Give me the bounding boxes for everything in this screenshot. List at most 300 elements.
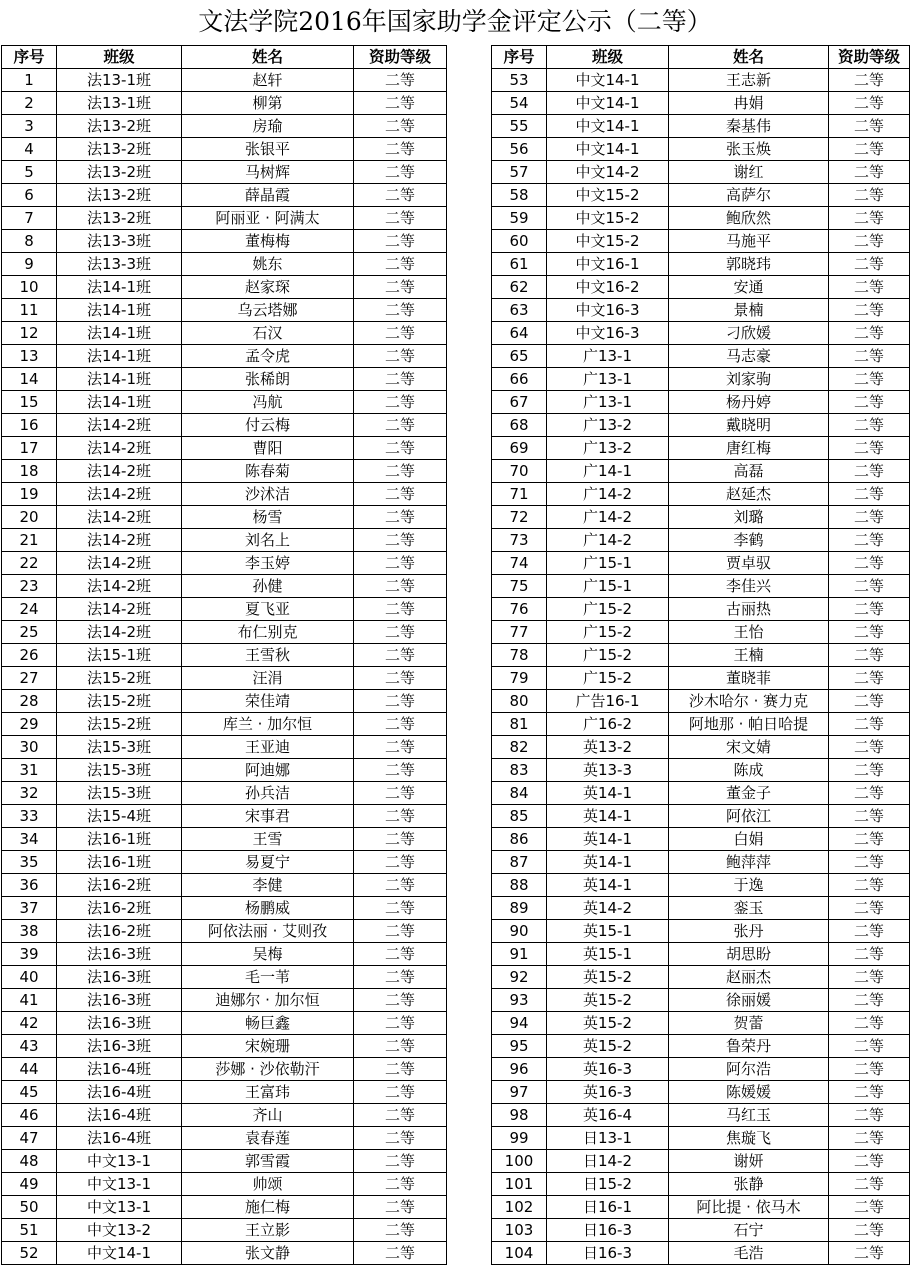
cell-class: 法16-1班	[57, 828, 182, 851]
cell-name: 徐丽媛	[669, 989, 829, 1012]
cell-no: 50	[2, 1196, 57, 1219]
table-row	[2, 414, 447, 437]
cell-level: 二等	[354, 598, 447, 621]
cell-level: 二等	[829, 552, 910, 575]
cell-level: 二等	[829, 759, 910, 782]
cell-class: 中文15-2	[547, 230, 669, 253]
table-row	[2, 736, 447, 759]
cell-class: 中文16-1	[547, 253, 669, 276]
cell-no: 57	[492, 161, 547, 184]
cell-no: 16	[2, 414, 57, 437]
table-row	[492, 989, 910, 1012]
cell-name: 阿比提 · 依马木	[669, 1196, 829, 1219]
cell-no: 1	[2, 69, 57, 92]
table-row	[492, 667, 910, 690]
table-row	[2, 1058, 447, 1081]
cell-no: 20	[2, 506, 57, 529]
cell-name: 柳第	[182, 92, 354, 115]
table-row	[2, 69, 447, 92]
cell-class: 英15-2	[547, 1035, 669, 1058]
cell-no: 90	[492, 920, 547, 943]
cell-level: 二等	[829, 690, 910, 713]
header-name: 姓名	[182, 46, 354, 69]
table-row	[2, 713, 447, 736]
cell-level: 二等	[829, 276, 910, 299]
cell-no: 13	[2, 345, 57, 368]
cell-level: 二等	[829, 736, 910, 759]
cell-name: 帅颂	[182, 1173, 354, 1196]
cell-class: 广14-2	[547, 483, 669, 506]
table-row	[492, 759, 910, 782]
header-row	[2, 46, 447, 69]
cell-no: 47	[2, 1127, 57, 1150]
table-row	[492, 92, 910, 115]
cell-name: 秦基伟	[669, 115, 829, 138]
table-row	[2, 1104, 447, 1127]
cell-no: 30	[2, 736, 57, 759]
cell-class: 法13-1班	[57, 69, 182, 92]
cell-class: 广告16-1	[547, 690, 669, 713]
cell-level: 二等	[354, 529, 447, 552]
cell-class: 法16-4班	[57, 1081, 182, 1104]
cell-class: 中文14-1	[547, 138, 669, 161]
cell-class: 法16-1班	[57, 851, 182, 874]
cell-name: 齐山	[182, 1104, 354, 1127]
table-row	[2, 253, 447, 276]
cell-no: 17	[2, 437, 57, 460]
cell-class: 中文15-2	[547, 207, 669, 230]
cell-level: 二等	[829, 69, 910, 92]
cell-no: 74	[492, 552, 547, 575]
table-row	[492, 851, 910, 874]
cell-class: 英15-1	[547, 943, 669, 966]
cell-level: 二等	[354, 828, 447, 851]
table-row	[492, 621, 910, 644]
cell-name: 马志豪	[669, 345, 829, 368]
cell-no: 97	[492, 1081, 547, 1104]
cell-name: 孙健	[182, 575, 354, 598]
cell-name: 施仁梅	[182, 1196, 354, 1219]
cell-name: 赵轩	[182, 69, 354, 92]
cell-name: 宋婉珊	[182, 1035, 354, 1058]
table-row	[2, 644, 447, 667]
cell-name: 王楠	[669, 644, 829, 667]
cell-level: 二等	[354, 690, 447, 713]
cell-name: 袁春莲	[182, 1127, 354, 1150]
cell-level: 二等	[829, 368, 910, 391]
header-name: 姓名	[669, 46, 829, 69]
table-row	[492, 1081, 910, 1104]
cell-class: 英16-4	[547, 1104, 669, 1127]
cell-no: 19	[2, 483, 57, 506]
cell-level: 二等	[829, 851, 910, 874]
cell-name: 董金子	[669, 782, 829, 805]
table-row	[492, 138, 910, 161]
cell-level: 二等	[829, 989, 910, 1012]
cell-class: 法14-1班	[57, 276, 182, 299]
cell-level: 二等	[829, 483, 910, 506]
cell-no: 38	[2, 920, 57, 943]
cell-level: 二等	[354, 897, 447, 920]
table-row	[2, 322, 447, 345]
cell-class: 中文13-1	[57, 1173, 182, 1196]
cell-name: 房瑜	[182, 115, 354, 138]
cell-name: 贺蕾	[669, 1012, 829, 1035]
cell-name: 董梅梅	[182, 230, 354, 253]
cell-level: 二等	[829, 966, 910, 989]
cell-level: 二等	[829, 138, 910, 161]
cell-name: 布仁别克	[182, 621, 354, 644]
cell-no: 68	[492, 414, 547, 437]
cell-name: 王立影	[182, 1219, 354, 1242]
cell-class: 中文13-1	[57, 1196, 182, 1219]
cell-name: 李玉婷	[182, 552, 354, 575]
cell-name: 畅巨鑫	[182, 1012, 354, 1035]
cell-level: 二等	[829, 598, 910, 621]
cell-no: 87	[492, 851, 547, 874]
cell-name: 王亚迪	[182, 736, 354, 759]
cell-no: 35	[2, 851, 57, 874]
cell-level: 二等	[354, 966, 447, 989]
cell-level: 二等	[354, 667, 447, 690]
cell-class: 法16-2班	[57, 874, 182, 897]
cell-class: 法14-2班	[57, 621, 182, 644]
table-row	[492, 161, 910, 184]
cell-name: 毛浩	[669, 1242, 829, 1265]
cell-name: 赵丽杰	[669, 966, 829, 989]
cell-class: 法13-2班	[57, 207, 182, 230]
table-row	[2, 368, 447, 391]
cell-name: 迪娜尔 · 加尔恒	[182, 989, 354, 1012]
cell-no: 104	[492, 1242, 547, 1265]
cell-level: 二等	[354, 207, 447, 230]
cell-level: 二等	[829, 1127, 910, 1150]
cell-no: 94	[492, 1012, 547, 1035]
cell-name: 刁欣媛	[669, 322, 829, 345]
table-row	[492, 1012, 910, 1035]
cell-name: 库兰 · 加尔恒	[182, 713, 354, 736]
cell-no: 99	[492, 1127, 547, 1150]
cell-level: 二等	[829, 437, 910, 460]
cell-level: 二等	[354, 1150, 447, 1173]
cell-name: 阿迪娜	[182, 759, 354, 782]
cell-level: 二等	[829, 1219, 910, 1242]
cell-level: 二等	[354, 1127, 447, 1150]
table-row	[492, 483, 910, 506]
cell-no: 46	[2, 1104, 57, 1127]
cell-class: 广15-2	[547, 644, 669, 667]
table-row	[2, 943, 447, 966]
cell-name: 马施平	[669, 230, 829, 253]
cell-no: 44	[2, 1058, 57, 1081]
table-row	[492, 460, 910, 483]
table-row	[492, 207, 910, 230]
table-row	[492, 230, 910, 253]
cell-no: 73	[492, 529, 547, 552]
cell-name: 鲍欣然	[669, 207, 829, 230]
cell-class: 法14-2班	[57, 529, 182, 552]
cell-class: 法15-2班	[57, 713, 182, 736]
table-row	[492, 782, 910, 805]
cell-no: 51	[2, 1219, 57, 1242]
cell-no: 78	[492, 644, 547, 667]
cell-no: 26	[2, 644, 57, 667]
cell-no: 58	[492, 184, 547, 207]
cell-level: 二等	[354, 736, 447, 759]
cell-name: 安通	[669, 276, 829, 299]
cell-name: 曹阳	[182, 437, 354, 460]
cell-name: 李佳兴	[669, 575, 829, 598]
table-row	[492, 1196, 910, 1219]
table-row	[492, 1035, 910, 1058]
cell-class: 广13-2	[547, 437, 669, 460]
table-row	[492, 828, 910, 851]
cell-level: 二等	[829, 391, 910, 414]
cell-level: 二等	[354, 483, 447, 506]
cell-class: 广15-2	[547, 621, 669, 644]
cell-class: 英14-1	[547, 828, 669, 851]
cell-name: 谢红	[669, 161, 829, 184]
cell-level: 二等	[354, 299, 447, 322]
cell-level: 二等	[829, 1012, 910, 1035]
cell-level: 二等	[354, 230, 447, 253]
page-title: 文法学院2016年国家助学金评定公示（二等）	[198, 7, 712, 36]
cell-class: 中文13-2	[57, 1219, 182, 1242]
table-row	[492, 805, 910, 828]
cell-level: 二等	[354, 1104, 447, 1127]
table-row	[492, 437, 910, 460]
cell-class: 英13-3	[547, 759, 669, 782]
table-row	[2, 667, 447, 690]
cell-name: 王怡	[669, 621, 829, 644]
cell-class: 法14-1班	[57, 299, 182, 322]
table-row	[2, 161, 447, 184]
cell-class: 日16-1	[547, 1196, 669, 1219]
cell-class: 法13-2班	[57, 138, 182, 161]
cell-class: 日13-1	[547, 1127, 669, 1150]
cell-no: 69	[492, 437, 547, 460]
cell-class: 法16-3班	[57, 966, 182, 989]
cell-class: 法14-2班	[57, 598, 182, 621]
cell-level: 二等	[354, 161, 447, 184]
table-row	[492, 253, 910, 276]
cell-name: 宋文婧	[669, 736, 829, 759]
cell-class: 法14-2班	[57, 575, 182, 598]
cell-class: 广13-1	[547, 368, 669, 391]
cell-no: 36	[2, 874, 57, 897]
table-row	[492, 276, 910, 299]
cell-class: 法16-3班	[57, 1012, 182, 1035]
cell-class: 法16-3班	[57, 1035, 182, 1058]
table-row	[492, 966, 910, 989]
cell-name: 夏飞亚	[182, 598, 354, 621]
cell-class: 法16-2班	[57, 920, 182, 943]
cell-level: 二等	[829, 874, 910, 897]
cell-level: 二等	[354, 391, 447, 414]
cell-class: 法15-3班	[57, 736, 182, 759]
cell-level: 二等	[354, 69, 447, 92]
cell-name: 毛一苇	[182, 966, 354, 989]
cell-name: 杨丹婷	[669, 391, 829, 414]
cell-level: 二等	[829, 299, 910, 322]
cell-level: 二等	[354, 874, 447, 897]
header-class: 班级	[57, 46, 182, 69]
cell-level: 二等	[354, 1012, 447, 1035]
cell-no: 80	[492, 690, 547, 713]
cell-class: 中文14-1	[57, 1242, 182, 1265]
cell-no: 70	[492, 460, 547, 483]
cell-no: 82	[492, 736, 547, 759]
cell-class: 中文15-2	[547, 184, 669, 207]
table-row	[492, 644, 910, 667]
cell-class: 英15-2	[547, 966, 669, 989]
table-row	[492, 299, 910, 322]
cell-name: 易夏宁	[182, 851, 354, 874]
cell-name: 王雪	[182, 828, 354, 851]
cell-class: 广14-2	[547, 529, 669, 552]
cell-level: 二等	[354, 644, 447, 667]
cell-level: 二等	[829, 782, 910, 805]
table-row	[492, 506, 910, 529]
cell-no: 29	[2, 713, 57, 736]
cell-no: 85	[492, 805, 547, 828]
table-row	[2, 92, 447, 115]
cell-name: 郭晓玮	[669, 253, 829, 276]
cell-level: 二等	[354, 253, 447, 276]
table-row	[2, 1035, 447, 1058]
cell-name: 莎娜 · 沙依勒汗	[182, 1058, 354, 1081]
cell-no: 45	[2, 1081, 57, 1104]
cell-class: 法14-2班	[57, 414, 182, 437]
table-row	[2, 184, 447, 207]
cell-level: 二等	[829, 414, 910, 437]
table-row	[492, 1242, 910, 1265]
cell-class: 法14-1班	[57, 391, 182, 414]
cell-no: 100	[492, 1150, 547, 1173]
cell-level: 二等	[829, 460, 910, 483]
cell-level: 二等	[829, 161, 910, 184]
cell-class: 法15-2班	[57, 690, 182, 713]
table-row	[492, 552, 910, 575]
cell-no: 96	[492, 1058, 547, 1081]
cell-name: 阿尔浩	[669, 1058, 829, 1081]
table-row	[2, 805, 447, 828]
cell-level: 二等	[829, 1058, 910, 1081]
cell-name: 焦璇飞	[669, 1127, 829, 1150]
cell-class: 中文14-1	[547, 92, 669, 115]
cell-level: 二等	[354, 943, 447, 966]
table-row	[2, 1127, 447, 1150]
cell-name: 王雪秋	[182, 644, 354, 667]
table-row	[492, 1150, 910, 1173]
table-row	[492, 1127, 910, 1150]
table-row	[492, 1173, 910, 1196]
cell-level: 二等	[354, 322, 447, 345]
cell-name: 张静	[669, 1173, 829, 1196]
cell-level: 二等	[829, 207, 910, 230]
cell-level: 二等	[829, 644, 910, 667]
table-row	[2, 483, 447, 506]
cell-no: 54	[492, 92, 547, 115]
table-row	[2, 460, 447, 483]
table-row	[2, 897, 447, 920]
cell-no: 79	[492, 667, 547, 690]
table-row	[2, 1196, 447, 1219]
cell-name: 汪涓	[182, 667, 354, 690]
cell-name: 李健	[182, 874, 354, 897]
cell-class: 法15-1班	[57, 644, 182, 667]
cell-level: 二等	[354, 1081, 447, 1104]
cell-name: 赵家琛	[182, 276, 354, 299]
cell-no: 4	[2, 138, 57, 161]
table-row	[2, 1242, 447, 1265]
cell-level: 二等	[829, 1173, 910, 1196]
cell-class: 法14-1班	[57, 368, 182, 391]
cell-class: 英16-3	[547, 1081, 669, 1104]
cell-level: 二等	[829, 184, 910, 207]
table-row	[2, 874, 447, 897]
table-row	[492, 1058, 910, 1081]
cell-name: 高磊	[669, 460, 829, 483]
table-row	[492, 943, 910, 966]
table-row	[2, 851, 447, 874]
cell-class: 中文13-1	[57, 1150, 182, 1173]
cell-no: 27	[2, 667, 57, 690]
cell-class: 英14-1	[547, 874, 669, 897]
cell-name: 张稀朗	[182, 368, 354, 391]
cell-class: 中文14-1	[547, 69, 669, 92]
cell-class: 法15-3班	[57, 782, 182, 805]
cell-name: 陈媛媛	[669, 1081, 829, 1104]
cell-class: 广14-1	[547, 460, 669, 483]
cell-class: 法13-2班	[57, 184, 182, 207]
cell-class: 法14-2班	[57, 506, 182, 529]
cell-no: 89	[492, 897, 547, 920]
cell-level: 二等	[829, 1104, 910, 1127]
table-row	[492, 391, 910, 414]
cell-class: 英14-2	[547, 897, 669, 920]
cell-level: 二等	[354, 1173, 447, 1196]
table-row	[2, 920, 447, 943]
cell-no: 72	[492, 506, 547, 529]
cell-level: 二等	[354, 1196, 447, 1219]
cell-class: 广15-1	[547, 575, 669, 598]
cell-class: 广15-2	[547, 598, 669, 621]
cell-no: 98	[492, 1104, 547, 1127]
table-body-left	[2, 69, 447, 1265]
cell-class: 法16-4班	[57, 1058, 182, 1081]
cell-level: 二等	[829, 897, 910, 920]
cell-no: 88	[492, 874, 547, 897]
table-row	[2, 506, 447, 529]
cell-name: 董晓菲	[669, 667, 829, 690]
cell-class: 日16-3	[547, 1242, 669, 1265]
cell-class: 法13-3班	[57, 230, 182, 253]
cell-level: 二等	[829, 805, 910, 828]
cell-class: 广13-1	[547, 345, 669, 368]
cell-name: 张文静	[182, 1242, 354, 1265]
cell-class: 英14-1	[547, 782, 669, 805]
cell-level: 二等	[829, 621, 910, 644]
table-row	[2, 782, 447, 805]
cell-no: 55	[492, 115, 547, 138]
cell-no: 64	[492, 322, 547, 345]
cell-level: 二等	[354, 552, 447, 575]
cell-no: 60	[492, 230, 547, 253]
header-level: 资助等级	[354, 46, 447, 69]
header-class: 班级	[547, 46, 669, 69]
cell-name: 张丹	[669, 920, 829, 943]
